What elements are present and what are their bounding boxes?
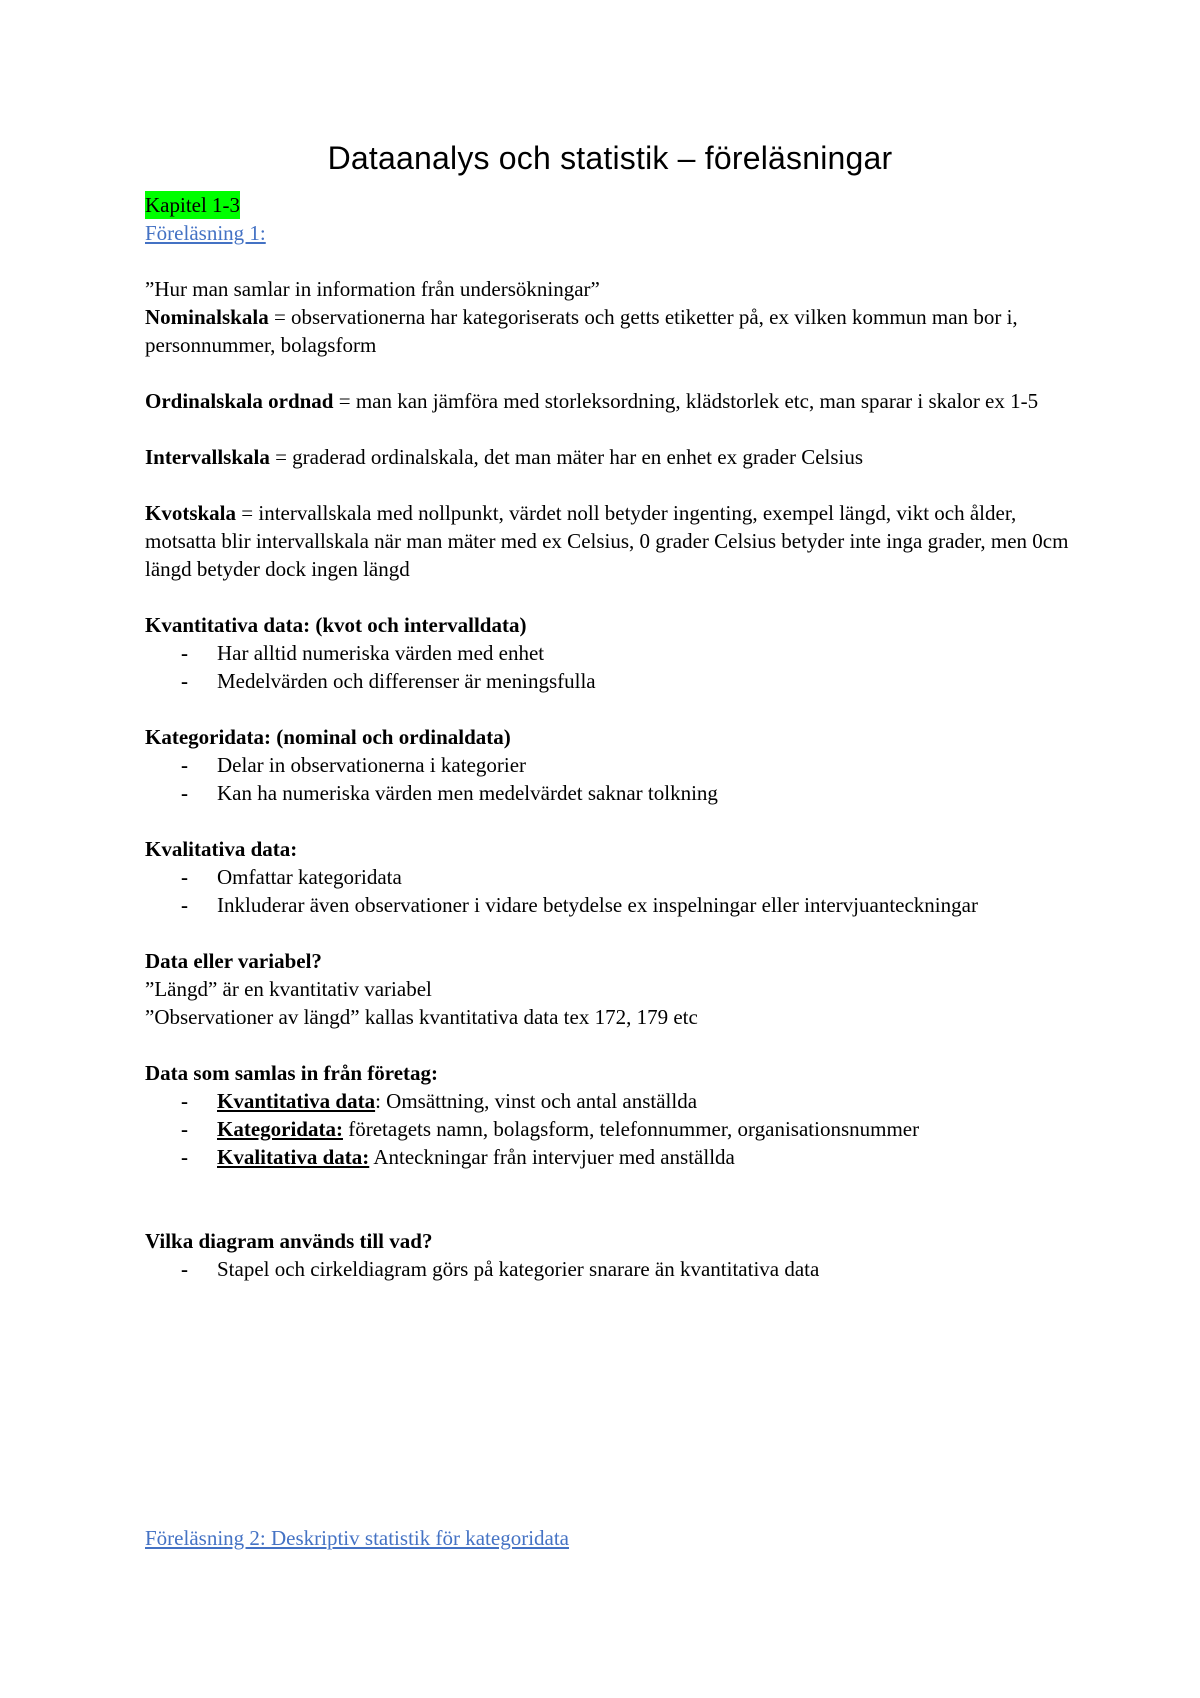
quote-line: ”Hur man samlar in information från undersökningar” bbox=[145, 277, 600, 301]
list-item-text: Medelvärden och differenser är meningsfulla bbox=[217, 669, 596, 693]
dash-bullet: - bbox=[181, 1117, 188, 1141]
dash-bullet: - bbox=[181, 1257, 188, 1281]
list-item-text: företagets namn, bolagsform, telefonnummer, organisationsnummer bbox=[342, 1117, 920, 1141]
list-item bbox=[145, 891, 1075, 919]
kvantitativa-list bbox=[145, 639, 1075, 695]
list-item bbox=[145, 1255, 1075, 1283]
dash-bullet: - bbox=[181, 669, 188, 693]
dash-bullet: - bbox=[181, 1145, 188, 1169]
diagram-heading: Vilka diagram används till vad? bbox=[145, 1229, 433, 1253]
list-item-text: Delar in observationerna i kategorier bbox=[217, 753, 527, 777]
list-item bbox=[145, 667, 1075, 695]
list-item bbox=[145, 863, 1075, 891]
data-variabel-line1: ”Längd” är en kvantitativ variabel bbox=[145, 977, 432, 1001]
nominal-text: = observationerna har kategoriserats och getts etiketter på, ex vilken kommun man bor i, personnummer, bolagsform bbox=[145, 305, 1018, 357]
dash-bullet: - bbox=[181, 865, 188, 889]
list-item bbox=[145, 1115, 1075, 1143]
data-variabel-line2: ”Observationer av längd” kallas kvantitativa data tex 172, 179 etc bbox=[145, 1005, 698, 1029]
list-item-text: : Omsättning, vinst och antal anställda bbox=[375, 1089, 698, 1113]
interval-paragraph bbox=[145, 443, 1075, 471]
chapter-label: Kapitel 1-3 bbox=[145, 193, 241, 217]
list-item bbox=[145, 779, 1075, 807]
nominal-paragraph bbox=[145, 303, 1075, 359]
list-item bbox=[145, 1143, 1075, 1171]
list-item bbox=[145, 1087, 1075, 1115]
diagram-list bbox=[145, 1255, 1075, 1283]
list-item-term: Kvalitativa data: bbox=[217, 1145, 370, 1169]
kategoridata-heading: Kategoridata: (nominal och ordinaldata) bbox=[145, 725, 511, 749]
ordinal-term: Ordinalskala ordnad bbox=[145, 389, 334, 413]
kvalitativa-list bbox=[145, 863, 1075, 919]
ordinal-paragraph bbox=[145, 387, 1075, 415]
dash-bullet: - bbox=[181, 781, 188, 805]
data-variabel-heading: Data eller variabel? bbox=[145, 949, 322, 973]
list-item-text: Kan ha numeriska värden men medelvärdet saknar tolkning bbox=[217, 781, 718, 805]
kategoridata-list bbox=[145, 751, 1075, 807]
foretag-heading: Data som samlas in från företag: bbox=[145, 1061, 438, 1085]
kvot-text: = intervallskala med nollpunkt, värdet noll betyder ingenting, exempel längd, vikt och ålder, motsatta blir intervallskala när man mäter med ex Celsius, 0 grader Celsius betyder inte inga grader, men 0cm längd betyder dock ingen längd bbox=[145, 501, 1069, 581]
kvot-term: Kvotskala bbox=[145, 501, 237, 525]
list-item bbox=[145, 639, 1075, 667]
list-item-term: Kvantitativa data bbox=[217, 1089, 376, 1113]
ordinal-text: = man kan jämföra med storleksordning, klädstorlek etc, man sparar i skalor ex 1-5 bbox=[333, 389, 1039, 413]
dash-bullet: - bbox=[181, 641, 188, 665]
list-item bbox=[145, 751, 1075, 779]
list-item-text: Stapel och cirkeldiagram görs på kategorier snarare än kvantitativa data bbox=[217, 1257, 820, 1281]
kvalitativa-heading: Kvalitativa data: bbox=[145, 837, 298, 861]
foretag-list bbox=[145, 1087, 1075, 1171]
dash-bullet: - bbox=[181, 1089, 188, 1113]
interval-term: Intervallskala bbox=[145, 445, 270, 469]
list-item-text: Inkluderar även observationer i vidare betydelse ex inspelningar eller intervjuanteckningar bbox=[217, 893, 978, 917]
document-page bbox=[145, 140, 1075, 1283]
dash-bullet: - bbox=[181, 753, 188, 777]
list-item-text: Omfattar kategoridata bbox=[217, 865, 402, 889]
kvot-paragraph bbox=[145, 499, 1075, 583]
list-item-text: Anteckningar från intervjuer med anställda bbox=[369, 1145, 735, 1169]
interval-text: = graderad ordinalskala, det man mäter har en enhet ex grader Celsius bbox=[269, 445, 864, 469]
dash-bullet: - bbox=[181, 893, 188, 917]
list-item-text: Har alltid numeriska värden med enhet bbox=[217, 641, 545, 665]
list-item-term: Kategoridata: bbox=[217, 1117, 343, 1141]
nominal-term: Nominalskala bbox=[145, 305, 269, 329]
kvantitativa-heading: Kvantitativa data: (kvot och intervalldata) bbox=[145, 613, 527, 637]
page-title: Dataanalys och statistik – föreläsningar bbox=[327, 140, 893, 176]
lecture2-heading[interactable]: Föreläsning 2: Deskriptiv statistik för kategoridata bbox=[145, 1526, 569, 1550]
lecture1-heading[interactable]: Föreläsning 1: bbox=[145, 221, 266, 245]
